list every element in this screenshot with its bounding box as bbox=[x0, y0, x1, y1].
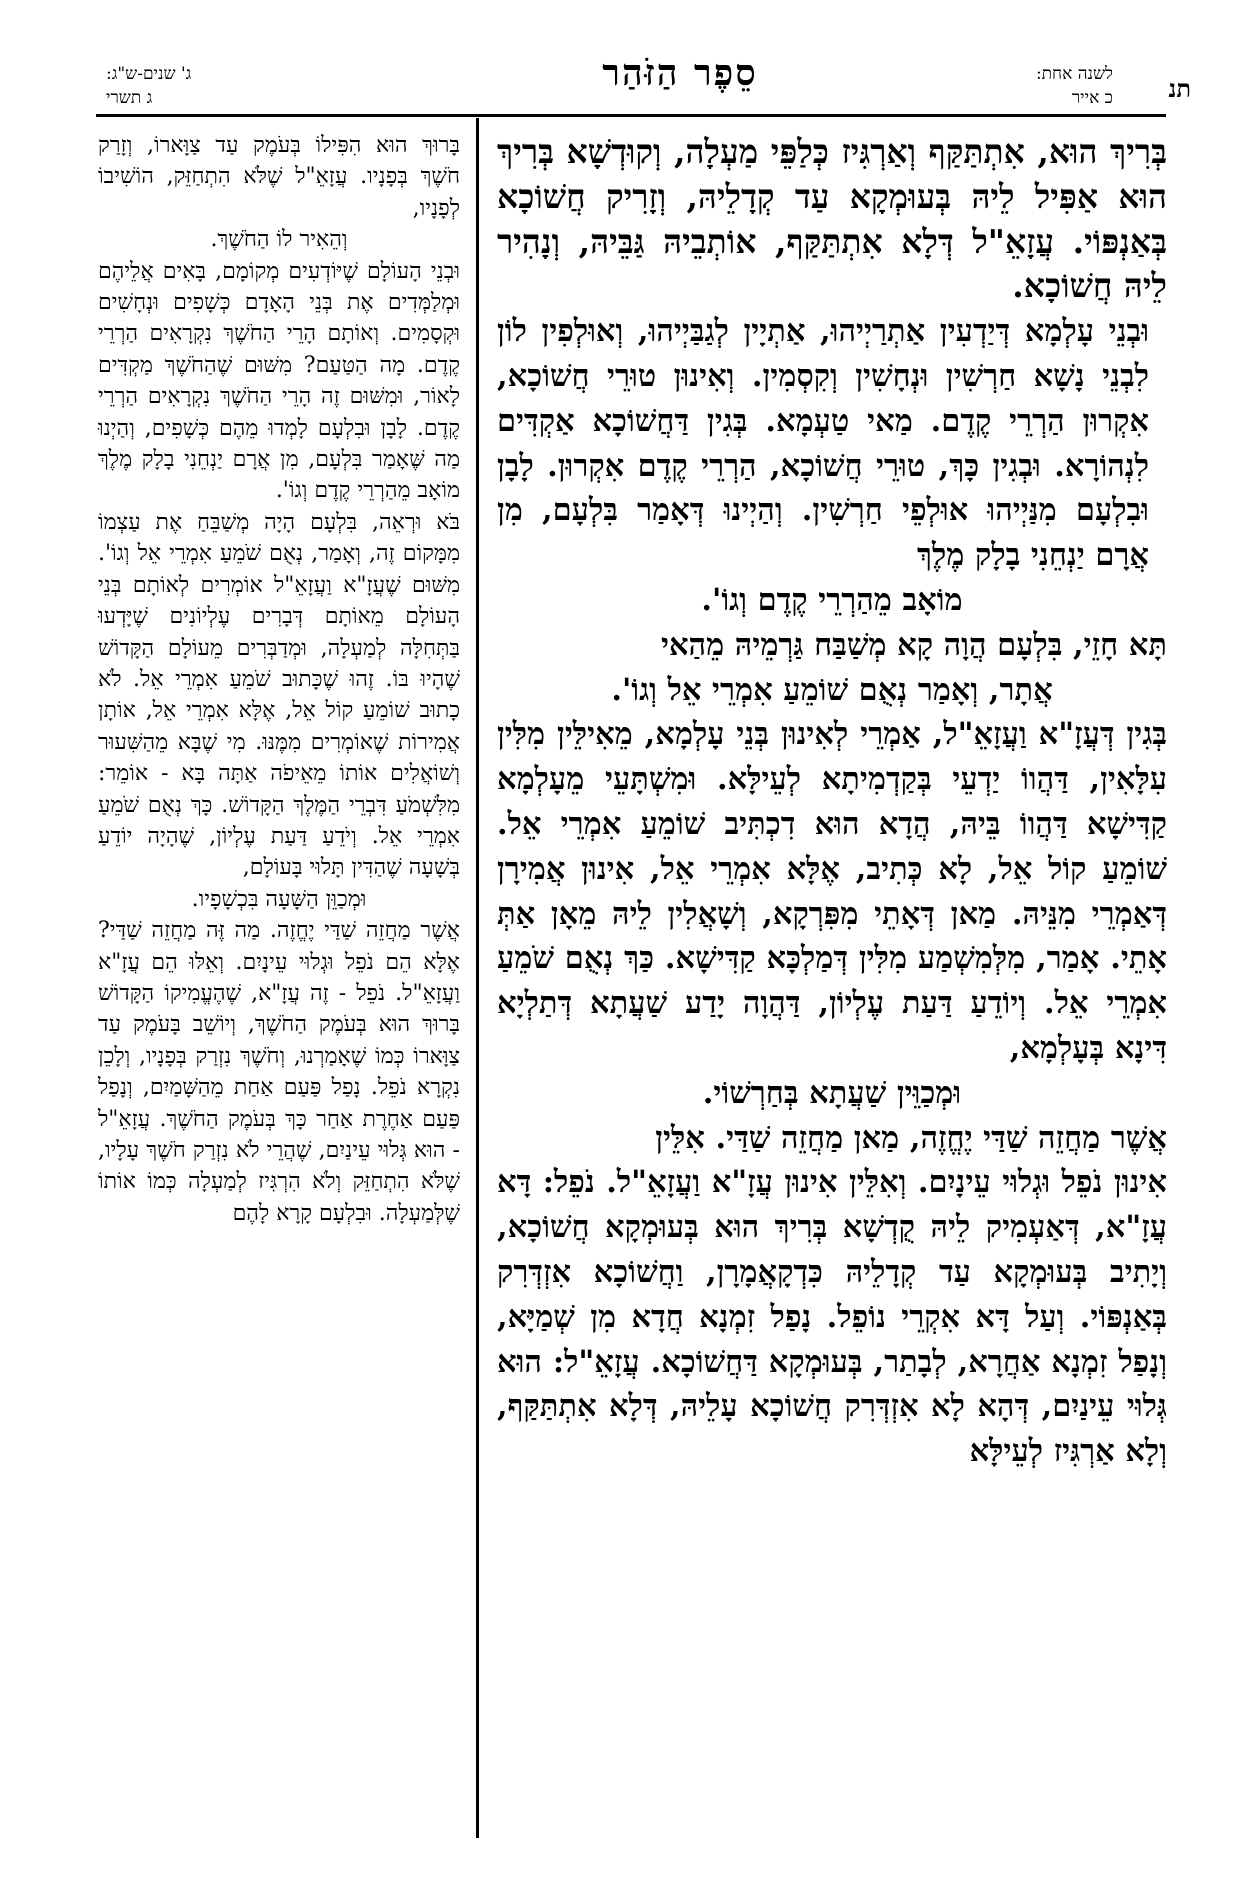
translation-paragraph: אֲשֶׁר מַחֲזֵה שַׁדַּי יֶחֱזֶה. מַה זֶּה מַחֲזֵה שַׁדַּי? אֶלָּא הֵם נֹפֵל וּגְלוּי עֵינָיִם. וְאֵלּוּ הֵם עֲזָ"א וַעֲזָאֵ"ל. נֹפֵל - זֶה עֲזָ"א, שֶׁהֶעֱמִיקוֹ הַקָּדוֹשׁ בָּרוּךְ הוּא בְּעֹמֶק הַחֹשֶׁךְ, וְיוֹשֵׁב בָּעֹמֶק עַד צַוָּארוֹ כְּמוֹ שֶׁאָמַרְנוּ, וְחֹשֶׁךְ נִזְרַק בְּפָנָיו, וְלָכֵן נִקְרָא נֹפֵל. נָפַל פַּעַם אַחַת מֵהַשָּׁמַיִם, וְנָפַל פַּעַם אַחֶרֶת אַחַר כָּךְ בְּעֹמֶק הַחֹשֶׁךְ. עֲזָאֵ"ל - הוּא גְּלוּי עֵינַיִם, שֶׁהֲרֵי לֹא נִזְרַק חֹשֶׁךְ עָלָיו, שֶׁלֹּא הִתְחַזֵּק וְלֹא הִרְגִּיז לְמַעְלָה כְּמוֹ אוֹתוֹ שֶׁלְּמַעְלָה. וּבִלְעָם קָרָא לָהֶם bbox=[98, 918, 460, 1226]
main-paragraph-end: וּמְכַוֵּין שַׁעֲתָא בְּחַרְשׁוֹי. bbox=[702, 1074, 962, 1111]
header-divider bbox=[96, 114, 1166, 117]
main-paragraph: תָּא חָזֵי, בִּלְעָם הֲוָה קָא מְשַׁבַּח גַּרְמֵיהּ מֵהַאי bbox=[660, 626, 1167, 663]
aramaic-text-column bbox=[497, 130, 1167, 1474]
translation-paragraph: וּבְנֵי הָעוֹלָם שֶׁיּוֹדְעִים מְקוֹמָם, בָּאִים אֲלֵיהֶם וּמְלַמְּדִים אֶת בְּנֵי הָאָדָם כְּשָׁפִים וּנְחָשִׁים וּקְסָמִים. וְאוֹתָם הָרֵי הַחֹשֶׁךְ נִקְרָאִים הַרְרֵי קֶדֶם. מָה הַטַּעַם? מִשּׁוּם שֶׁהַחֹשֶׁךְ מַקְדִּים לָאוֹר, וּמִשּׁוּם זֶה הָרֵי הַחֹשֶׁךְ נִקְרָאִים הַרְרֵי קֶדֶם. לָבָן וּבִלְעָם לָמְדוּ מֵהֶם כְּשָׁפִים, וְהַיְנוּ מַה שֶּׁאָמַר בִּלְעָם, מִן אֲרָם יַנְחֵנִי בָלָק מֶלֶךְ מוֹאָב מֵהַרְרֵי קֶדֶם וְגוֹ'. bbox=[98, 258, 460, 504]
main-paragraph: וּבְנֵי עָלְמָא דְּיַדְעִין אַתְרַיְיהוּ, אַתְיָין לְגַבַּיְיהוּ, וְאוּלְפִין לוֹן לִבְנֵי נָשָׁא חַרְשִׁין וּנְחָשִׁין וְקִסְמִין. וְאִינוּן טוּרֵי חֲשׁוֹכָא, אִקְרוּן הַרְרֵי קֶדֶם. מַאי טַעְמָא. בְּגִין דַּחֲשׁוֹכָא אַקְדִּים לִנְהוֹרָא. וּבְגִין כָּךְ, טוּרֵי חֲשׁוֹכָא, הַרְרֵי קֶדֶם אִקְרוּן. לָבָן וּבִלְעָם מִנַּיְיהוּ אוּלְפֵי חַרְשִׁין. וְהַיְינוּ דְּאָמַר בִּלְעָם, מִן אֲרָם יַנְחֵנִי בָלָק מֶלֶךְ bbox=[497, 313, 1149, 574]
translation-paragraph: בֹּא וּרְאֵה, בִּלְעָם הָיָה מְשַׁבֵּחַ אֶת עַצְמוֹ מִמָּקוֹם זֶה, וְאָמַר, נְאֻם שֹׁמֵעַ אִמְרֵי אֵל וְגוֹ'. מִשּׁוּם שֶׁעֲזָ"א וַעֲזָאֵ"ל אוֹמְרִים לְאוֹתָם בְּנֵי הָעוֹלָם מֵאוֹתָם דְּבָרִים עֶלְיוֹנִים שֶׁיָּדְעוּ בַּתְּחִלָּה לְמַעְלָה, וּמְדַבְּרִים מֵעוֹלָם הַקָּדוֹשׁ שֶׁהָיוּ בּוֹ. זֶהוּ שֶׁכָּתוּב שֹׁמֵעַ אִמְרֵי אֵל. לֹא כָתוּב שׁוֹמֵעַ קוֹל אֵל, אֶלָּא אִמְרֵי אֵל, אוֹתָן אֲמִירוֹת שֶׁאוֹמְרִים מִמֶּנּוּ. מִי שֶׁבָּא מֵהַשִּׁעוּר וְשׁוֹאֲלִים אוֹתוֹ מֵאֵיפֹה אַתָּה בָּא - אוֹמֵר: מִלִּשְׁמֹעַ דִּבְרֵי הַמֶּלֶךְ הַקָּדוֹשׁ. כָּךְ נְאֻם שֹׁמֵעַ אִמְרֵי אֵל. וְיֹדֵעַ דַּעַת עֶלְיוֹן, שֶׁהָיָה יוֹדֵעַ בְּשָׁעָה שֶׁהַדִּין תָּלוּי בָּעוֹלָם, bbox=[98, 509, 460, 881]
study-cycle-label: ג' שנים-ש"ג: bbox=[106, 64, 192, 84]
study-date: ג תשרי bbox=[106, 88, 153, 108]
main-paragraph-end: מוֹאָב מֵהַרְרֵי קֶדֶם וְגוֹ'. bbox=[701, 581, 963, 618]
translation-paragraph-end: וּמְכַוֵּן הַשָּׁעָה בִּכְשָׁפָיו. bbox=[191, 886, 367, 912]
main-paragraph: בְּגִין דְּעֲזָ"א וַעֲזָאֵ"ל, אַמְרֵי לְאִינוּן בְּנֵי עָלְמָא, מֵאִילֵּין מִלִּין עִלָּאִין, דַּהֲווֹ יַדְעֵי בְּקַדְמִיתָא לְעֵילָּא. וּמִשְׁתָּעֵי מֵעָלְמָא קַדִּישָׁא דַּהֲווֹ בֵּיהּ, הֲדָא הוּא דִכְתִּיב שׁוֹמֵעַ אִמְרֵי אֵל. שׁוֹמֵעַ קוֹל אֵל, לָא כְּתִיב, אֶלָּא אִמְרֵי אֵל, אִינוּן אֲמִירָן דְּאַמְרֵי מִנֵּיהּ. מַאן דְּאָתֵי מִפִּרְקָא, וְשָׁאֲלִין לֵיהּ מֵאָן אַתְּ אָתֵי. אָמַר, מִלְּמִשְׁמַע מִלִּין דְּמַלְכָּא קַדִּישָׁא. כַּךְ נְאֻם שֹׁמֵעַ אִמְרֵי אֵל. וְיוֹדֵעַ דַּעַת עֶלְיוֹן, דַּהֲוָה יָדַע שַׁעֲתָא דְּתַלְיָא דִּינָא בְּעָלְמָא, bbox=[497, 716, 1167, 1066]
translation-paragraph-end: וְהֵאִיר לוֹ הַחֹשֶׁךְ. bbox=[210, 227, 348, 253]
daily-study-note-left bbox=[106, 62, 286, 110]
main-paragraph-line: אֲתָר, וְאָמַר נְאֻם שׁוֹמֵעַ אִמְרֵי אֵל וְגוֹ'. bbox=[611, 671, 1053, 708]
daily-study-note-right bbox=[953, 62, 1113, 110]
main-paragraph: בְּרִיךְ הוּא, אִתְתַּקַּף וְאַרְגִּיז כְּלַפֵּי מַעְלָה, וְקוּדְשָׁא בְּרִיךְ הוּא אַפִּיל לֵיהּ בְּעוּמְקָא עַד קְדָלֵיהּ, וְזָרִיק חֲשׁוֹכָא בְּאַנְפּוֹי. עֲזָאֵ"ל דְּלָא אִתְתַּקַּף, אוֹתְבֵיהּ גַּבֵּיהּ, וְנָהִיר לֵיהּ חֲשׁוֹכָא. bbox=[497, 132, 1167, 306]
study-date: כ אייר bbox=[1071, 88, 1113, 108]
page-number: תנ bbox=[1168, 74, 1191, 103]
book-title: סֵפֶר הַזֹּהַר bbox=[602, 52, 758, 94]
column-divider bbox=[476, 118, 479, 1838]
translation-paragraph: בָּרוּךְ הוּא הִפִּילוֹ בְּעֹמֶק עַד צַוָּארוֹ, וְזָרַק חֹשֶׁךְ בְּפָנָיו. עֲזָאֵ"ל שֶׁלֹּא הִתְחַזֵּק, הוֹשִׁיבוֹ לְפָנָיו, bbox=[98, 133, 460, 221]
main-paragraph: אֲשֶׁר מַחֲזֵה שַׁדַּי יֶחֱזֶה, מַאן מַחֲזֵה שַׁדַּי. אִלֵּין bbox=[655, 1119, 1167, 1156]
study-cycle-label: לשנה אחת: bbox=[1035, 64, 1113, 84]
hebrew-translation-column bbox=[98, 130, 460, 1229]
main-paragraph: אִינוּן נֹפֵל וּגְלוּי עֵינָיִם. וְאִלֵּין אִינוּן עֲזָ"א וַעֲזָאֵ"ל. נֹפֵל: דָּא עֲזָ"א, דְּאַעְמִיק לֵיהּ קֻדְשָׁא בְּרִיךְ הוּא בְּעוּמְקָא חֲשׁוֹכָא, וְיָתִיב בְּעוּמְקָא עַד קְדָלֵיהּ כִּדְקָאֲמָרָן, וַחֲשׁוֹכָא אִזְדְּרִק בְּאַנְפּוֹי. וְעַל דָּא אִקְרֵי נוֹפֵל. נָפַל זִמְנָא חֲדָא מִן שְׁמַיָּא, וְנָפַל זִמְנָא אַחֲרָא, לְבָתַר, בְּעוּמְקָא דַּחֲשׁוֹכָא. עֲזָאֵ"ל: הוּא גְּלוּי עֵינַיִם, דְּהָא לָא אִזְדְּרִק חֲשׁוֹכָא עָלֵיהּ, דְּלָא אִתְתַּקַּף, וְלָא אַרְגִּיז לְעֵילָּא bbox=[497, 1164, 1167, 1470]
